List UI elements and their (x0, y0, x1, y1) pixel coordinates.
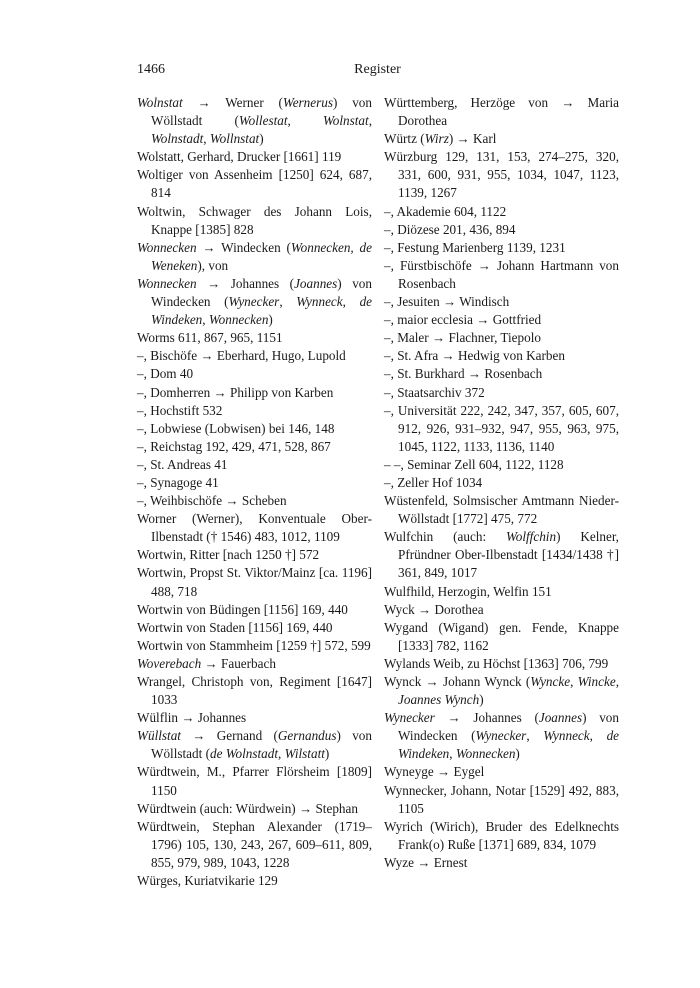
index-entry-text: Würdtwein (auch: Würdwein) → Stephan (137, 800, 358, 816)
index-entry-text: –, Lobwiese (Lobwisen) bei 146, 148 (137, 420, 335, 436)
index-entry (137, 510, 372, 546)
index-entry (137, 347, 372, 365)
index-entry-text: –, Dom 40 (137, 366, 194, 382)
index-entry-text: Wortwin von Stammheim [1259 †] 572, 599 (137, 637, 371, 653)
index-entry-italic-text: Wolffchin (505, 529, 557, 545)
index-entry (384, 709, 619, 763)
index-entry (384, 854, 619, 872)
index-entry (384, 474, 619, 492)
index-entry-text: , (279, 294, 297, 310)
index-entry-text: → Johannes ( (196, 275, 295, 291)
index-entry-text: ), von (197, 257, 229, 273)
index-entry (384, 203, 619, 221)
index-entry-text: → Johannes ( (434, 710, 539, 726)
index-entry (384, 583, 619, 601)
index-entry (384, 311, 619, 329)
index-entry-italic-text: Wynneck (543, 728, 590, 744)
index-entry-text: Woltwin, Schwager des Johann Lois, Knappe [1385] 828 (137, 203, 372, 237)
index-entry (137, 872, 372, 890)
index-entry (384, 257, 619, 293)
index-entry-italic-text: Wolnstat (323, 113, 369, 129)
index-entry-text: , (278, 746, 285, 762)
index-entry-text: –, Fürstbischöfe → Johann Hartmann von Rosenbach (384, 257, 619, 291)
index-entry-text: , (368, 113, 372, 129)
index-entry (384, 148, 619, 202)
index-entry-text: –, Festung Marienberg 1139, 1231 (384, 239, 566, 255)
index-entry-text: Würdtwein, Stephan Alexander (1719–1796) 105, 130, 243, 267, 609–611, 809, 855, 979, 989, 1043, 1228 (137, 818, 372, 870)
index-entry-text: , (570, 674, 578, 689)
index-entry-text: Wygand (Wigand) gen. Fende, Knappe [1333] 782, 1162 (384, 619, 619, 653)
index-entry-text: Wulfhild, Herzogin, Welfin 151 (384, 583, 552, 599)
index-entry-text: –, Synagoge 41 (137, 474, 219, 490)
index-entry-text: , (342, 294, 360, 310)
index-entry-text: Wortwin, Propst St. Viktor/Mainz [ca. 1196] 488, 718 (137, 565, 372, 599)
index-entry (137, 546, 372, 564)
index-entry (137, 402, 372, 420)
index-entry (384, 601, 619, 619)
index-entry-text: , (287, 113, 324, 129)
index-entry-text: Wynnecker, Johann, Notar [1529] 492, 883, 1105 (384, 782, 619, 816)
index-entry-italic-text: Wernerus (282, 95, 333, 110)
index-entry-italic-text: Wynneck (296, 294, 343, 310)
index-entry-text: ) (324, 746, 330, 762)
index-entry-italic-text: de Windeken (151, 294, 373, 328)
index-entry (384, 94, 619, 130)
index-entry-text: –, maior ecclesia → Gottfried (384, 312, 542, 328)
index-entry-italic-text: Joannes (538, 710, 583, 726)
index-entry (384, 402, 619, 456)
index-entry-italic-text: Wonnecken (137, 239, 197, 255)
index-entry-text: –, Hochstift 532 (137, 402, 223, 418)
index-entry-text: –, Universität 222, 242, 347, 357, 605, 607, 912, 926, 931–932, 947, 955, 963, 975, 1045, 1122, 1133, 1136, 1140 (384, 402, 619, 454)
index-entry-italic-text: Wincke (577, 674, 616, 689)
index-entry-text: –, Weihbischöfe → Scheben (137, 493, 287, 509)
index-entry-italic-text: de Wolnstadt (209, 746, 278, 762)
index-entry-text: Wortwin, Ritter [nach 1250 †] 572 (137, 547, 320, 563)
index-entry (137, 763, 372, 799)
index-entry (137, 673, 372, 709)
index-entry-text: ) (259, 131, 264, 147)
index-entry-text: Wülflin → Johannes (137, 710, 247, 726)
index-column-left (137, 94, 372, 890)
index-entry-italic-text: Wonnecken (208, 312, 269, 328)
index-entry-text: Wyrich (Wirich), Bruder des Edelknechts Frank(o) Ruße [1371] 689, 834, 1079 (384, 818, 619, 852)
page-number: 1466 (137, 62, 165, 77)
index-entry (384, 347, 619, 365)
running-title: Register (354, 62, 401, 77)
index-entry-italic-text: Joannes Wynch (398, 692, 480, 708)
index-entry-text: ) (515, 746, 520, 762)
index-entry-italic-text: Wonnecken, de Weneken (151, 239, 372, 273)
index-entry-italic-text: Wyncke (530, 674, 571, 689)
index-entry-italic-text: Wynecker (475, 728, 527, 744)
index-entry-text: Wyze → Ernest (384, 854, 468, 870)
index-entry-italic-text: Wonnecken (455, 746, 516, 762)
index-entry-text: → Gernand ( (180, 728, 278, 744)
index-entry-text: ) von Wöllstadt ( (151, 728, 372, 762)
index-entry-italic-text: Woverebach (137, 655, 202, 671)
index-entry (137, 564, 372, 600)
index-entry-italic-text: Gernandus (277, 728, 337, 744)
index-entry (137, 275, 372, 329)
index-entry-text: ) von Windecken ( (151, 275, 372, 310)
index-entry (137, 239, 372, 275)
index-entry-text: Woltiger von Assenheim [1250] 624, 687, 814 (137, 167, 372, 201)
index-entry-text: → Windecken ( (196, 239, 291, 255)
index-entry-text: –, Reichstag 192, 429, 471, 528, 867 (137, 438, 331, 454)
index-entry (137, 456, 372, 474)
index-entry-italic-text: de Windeken (398, 728, 620, 762)
index-entry-italic-text: Wolnstat (137, 95, 183, 110)
index-entry-text: –, St. Afra → Hedwig von Karben (384, 348, 565, 364)
index-entry-italic-text: Wynecker (228, 294, 280, 310)
index-entry (384, 673, 619, 709)
index-entry-text: Würges, Kuriatvikarie 129 (137, 873, 278, 889)
index-entry-italic-text: Wirz (424, 131, 449, 147)
index-entry (384, 329, 619, 347)
index-entry (137, 709, 372, 727)
index-entry-text: Würdtwein, M., Pfarrer Flörsheim [1809] 1150 (137, 764, 372, 798)
index-entry-text: –, Domherren → Philipp von Karben (137, 384, 334, 400)
index-entry (137, 619, 372, 637)
index-entry-text: ) (268, 312, 273, 328)
index-entry-text: –, Akademie 604, 1122 (384, 203, 507, 219)
index-entry (137, 601, 372, 619)
index-entry-italic-text: Wynecker (384, 710, 435, 726)
index-entry (384, 130, 619, 148)
index-entry-text: Wortwin von Staden [1156] 169, 440 (137, 619, 333, 635)
index-entry-text: –, Maler → Flachner, Tiepolo (384, 330, 541, 346)
index-entry-text: ) → Karl (448, 131, 497, 147)
index-entry-italic-text: Wüllstat (137, 728, 181, 744)
index-entry (137, 655, 372, 673)
index-entry-text: – –, Seminar Zell 604, 1122, 1128 (384, 456, 564, 472)
index-entry-text: , (526, 728, 544, 744)
page-header (137, 60, 618, 80)
index-entry-text: Wulfchin (auch: (384, 529, 506, 545)
index-entry (384, 456, 619, 474)
index-entry-text: –, Staatsarchiv 372 (384, 384, 485, 400)
index-entry (137, 637, 372, 655)
index-entry-text: Wolstatt, Gerhard, Drucker [1661] 119 (137, 149, 342, 165)
index-entry-text: Wyneyge → Eygel (384, 764, 485, 780)
index-entry (384, 655, 619, 673)
index-entry (137, 94, 372, 148)
index-entry-italic-text: Wolnstadt (151, 131, 204, 147)
index-entry-text: ) Kelner, Pfründner Ober-Ilbenstadt [1434/1438 †] 361, 849, 1017 (398, 529, 619, 581)
index-entry-italic-text: Wonnecken (137, 275, 197, 291)
index-entry (384, 384, 619, 402)
index-entry (384, 365, 619, 383)
index-entry (137, 800, 372, 818)
index-entry (137, 203, 372, 239)
index-entry (384, 492, 619, 528)
index-entry-text: –, Diözese 201, 436, 894 (384, 221, 516, 237)
index-entry-text: –, St. Andreas 41 (137, 456, 228, 472)
index-entry-text: –, Bischöfe → Eberhard, Hugo, Lupold (137, 348, 346, 364)
index-entry (137, 420, 372, 438)
index-entry-text: Wynck → Johann Wynck ( (384, 674, 531, 689)
index-entry (137, 166, 372, 202)
index-entry-text: ) von Wöllstadt ( (151, 95, 372, 129)
index-entry-italic-text: Wollnstat (209, 131, 260, 147)
index-entry-italic-text: Wilstatt (284, 746, 325, 762)
index-entry (137, 384, 372, 402)
index-entry (137, 818, 372, 872)
index-entry-text: Wortwin von Büdingen [1156] 169, 440 (137, 601, 348, 617)
index-entry (137, 329, 372, 347)
index-entry-text: , (589, 728, 607, 744)
index-entry-text: , (202, 312, 209, 328)
index-entry (384, 528, 619, 582)
index-entry (384, 763, 619, 781)
index-entry (384, 221, 619, 239)
index-entry (137, 438, 372, 456)
index-entry-text: → Werner ( (182, 95, 283, 110)
index-entry-text: Wrangel, Christoph von, Regiment [1647] 1033 (137, 674, 372, 708)
index-entry-text: ) von Windecken ( (398, 710, 619, 744)
index-entry-text: –, Zeller Hof 1034 (384, 474, 483, 490)
index-entry (137, 727, 372, 763)
index-entry (384, 239, 619, 257)
index-entry (137, 148, 372, 166)
index-entry (137, 492, 372, 510)
index-entry-text: Würtz ( (384, 131, 425, 147)
index-entry (384, 782, 619, 818)
index-entry-text: , (203, 131, 210, 147)
index-entry-text: Worner (Werner), Konventuale Ober-Ilbenstadt († 1546) 483, 1012, 1109 (137, 511, 372, 545)
index-entry-text: , (449, 746, 456, 762)
index-entry-italic-text: Wollestat (238, 113, 288, 129)
index-entry-text: ) (479, 692, 484, 708)
index-entry-text: Wüstenfeld, Solmsischer Amtmann Nieder-Wöllstadt [1772] 475, 772 (384, 493, 619, 527)
index-entry-text: –, Jesuiten → Windisch (384, 294, 510, 310)
index-entry-text: –, St. Burkhard → Rosenbach (384, 366, 543, 382)
index-entry (384, 619, 619, 655)
index-entry (137, 365, 372, 383)
index-entry-text: , (615, 674, 620, 689)
index-entry-italic-text: Joannes (294, 275, 338, 291)
index-entry (137, 474, 372, 492)
index-entry-text: → Fauerbach (201, 655, 276, 671)
index-entry-text: Würzburg 129, 131, 153, 274–275, 320, 331, 600, 931, 955, 1034, 1047, 1123, 1139, 1267 (384, 149, 619, 201)
index-entry (384, 818, 619, 854)
index-column-right (384, 94, 619, 872)
index-entry-text: Wyck → Dorothea (384, 601, 484, 617)
index-entry-text: Wylands Weib, zu Höchst [1363] 706, 799 (384, 655, 609, 671)
index-entry-text: Worms 611, 867, 965, 1151 (137, 330, 283, 346)
index-entry (384, 293, 619, 311)
index-entry-text: Württemberg, Herzöge von → Maria Dorothea (384, 95, 619, 129)
